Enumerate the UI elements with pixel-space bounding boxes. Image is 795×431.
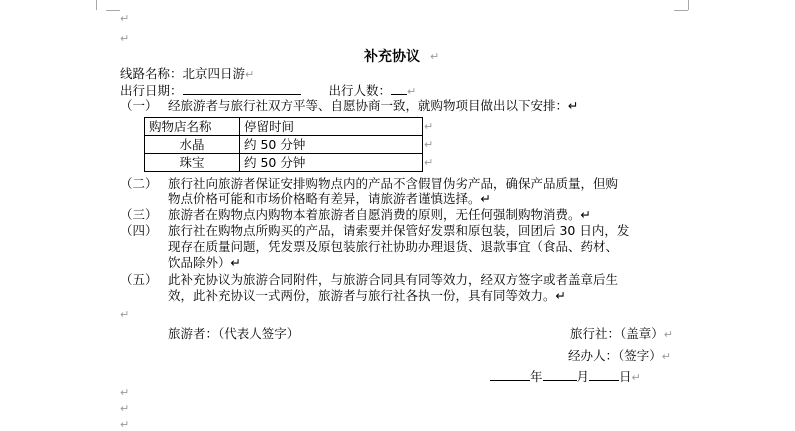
month-label: 月 xyxy=(576,369,590,384)
table-header: 购物店名称 xyxy=(145,118,240,136)
table-cell: 约 50 分钟 xyxy=(240,136,423,154)
clause-3-line-1: 旅游者在购物点内购物本着旅游者自愿消费的原则，无任何强制购物消费。↵ xyxy=(168,207,591,222)
clause-5-line-1: 此补充协议为旅游合同附件，与旅游合同具有同等效力，经双方签字或者盖章后生 xyxy=(168,272,619,287)
handler-signature-label: 经办人：（签字） xyxy=(568,348,662,363)
clause-2-number: （二） xyxy=(120,176,158,191)
year-blank[interactable] xyxy=(490,368,530,381)
paragraph-mark: ↵ xyxy=(424,156,434,169)
crop-mark xyxy=(674,10,688,11)
departure-date-label: 出行日期： xyxy=(120,83,183,98)
route-value: 北京四日游 xyxy=(182,66,246,81)
sign-date xyxy=(490,368,641,386)
paragraph-mark: ↵ xyxy=(407,85,417,98)
paragraph-mark: ↵ xyxy=(120,32,130,45)
paragraph-mark: ↵ xyxy=(663,328,673,341)
handler-signature xyxy=(568,348,671,365)
paragraph-mark: ↵ xyxy=(120,386,130,399)
crop-mark xyxy=(96,0,97,10)
paragraph-mark: ↵ xyxy=(120,308,130,321)
table-cell: 约 50 分钟 xyxy=(240,154,423,172)
paragraph-mark: ↵ xyxy=(245,68,255,81)
table-cell: 珠宝 xyxy=(145,154,240,172)
clause-4-line-3: 饮品除外）↵ xyxy=(168,255,241,270)
tourist-signature: 旅游者：（代表人签字） xyxy=(168,326,300,341)
table-header-row xyxy=(145,118,423,136)
clause-5-line-2: 效，此补充协议一式两份，旅游者与旅行社各执一份，具有同等效力。↵ xyxy=(168,288,566,303)
route-line xyxy=(120,66,254,83)
month-blank[interactable] xyxy=(543,368,577,381)
year-label: 年 xyxy=(530,369,543,384)
route-label: 线路名称： xyxy=(120,66,183,81)
paragraph-mark: ↵ xyxy=(120,418,130,431)
clause-5-number: （五） xyxy=(120,272,158,287)
shopping-table xyxy=(144,117,423,172)
agency-seal xyxy=(570,326,673,343)
clause-1-text: 经旅游者与旅行社双方平等、自愿协商一致，就购物项目做出以下安排：↵ xyxy=(168,98,579,113)
crop-mark xyxy=(688,0,689,10)
table-header: 停留时间 xyxy=(240,118,423,136)
clause-2-line-2: 物点价格可能和市场价格略有差异，请旅游者谨慎选择。↵ xyxy=(168,191,491,206)
table-cell: 水晶 xyxy=(145,136,240,154)
clause-4-line-1: 旅行社在购物点所购买的产品，请索要并保管好发票和原包装，回团后 30 日内，发 xyxy=(168,223,630,238)
departure-people-blank[interactable] xyxy=(391,82,407,95)
document-title: 补充协议 xyxy=(364,49,420,65)
paragraph-mark: ↵ xyxy=(631,371,641,384)
clause-4-number: （四） xyxy=(120,223,158,238)
paragraph-mark: ↵ xyxy=(424,120,434,133)
departure-date-blank[interactable] xyxy=(183,82,301,95)
paragraph-mark: ↵ xyxy=(424,138,434,151)
crop-mark xyxy=(106,10,120,11)
clause-1-number: （一） xyxy=(120,98,158,113)
departure-people-label: 出行人数： xyxy=(328,83,392,98)
table-row xyxy=(145,136,423,154)
clause-4-line-2: 现存在质量问题，凭发票及原包装旅行社协助办理退货、退款事宜（食品、药材、 xyxy=(168,239,619,254)
day-label: 日 xyxy=(619,369,632,384)
clause-3-number: （三） xyxy=(120,207,158,222)
table-row xyxy=(145,154,423,172)
paragraph-mark: ↵ xyxy=(120,12,130,25)
paragraph-mark: ↵ xyxy=(120,402,130,415)
clause-2-line-1: 旅行社向旅游者保证安排购物点内的产品不含假冒伪劣产品，确保产品质量，但购 xyxy=(168,176,619,191)
agency-seal-label: 旅行社：（盖章） xyxy=(570,326,664,341)
paragraph-mark: ↵ xyxy=(430,50,440,63)
day-blank[interactable] xyxy=(589,368,619,381)
paragraph-mark: ↵ xyxy=(661,350,671,363)
